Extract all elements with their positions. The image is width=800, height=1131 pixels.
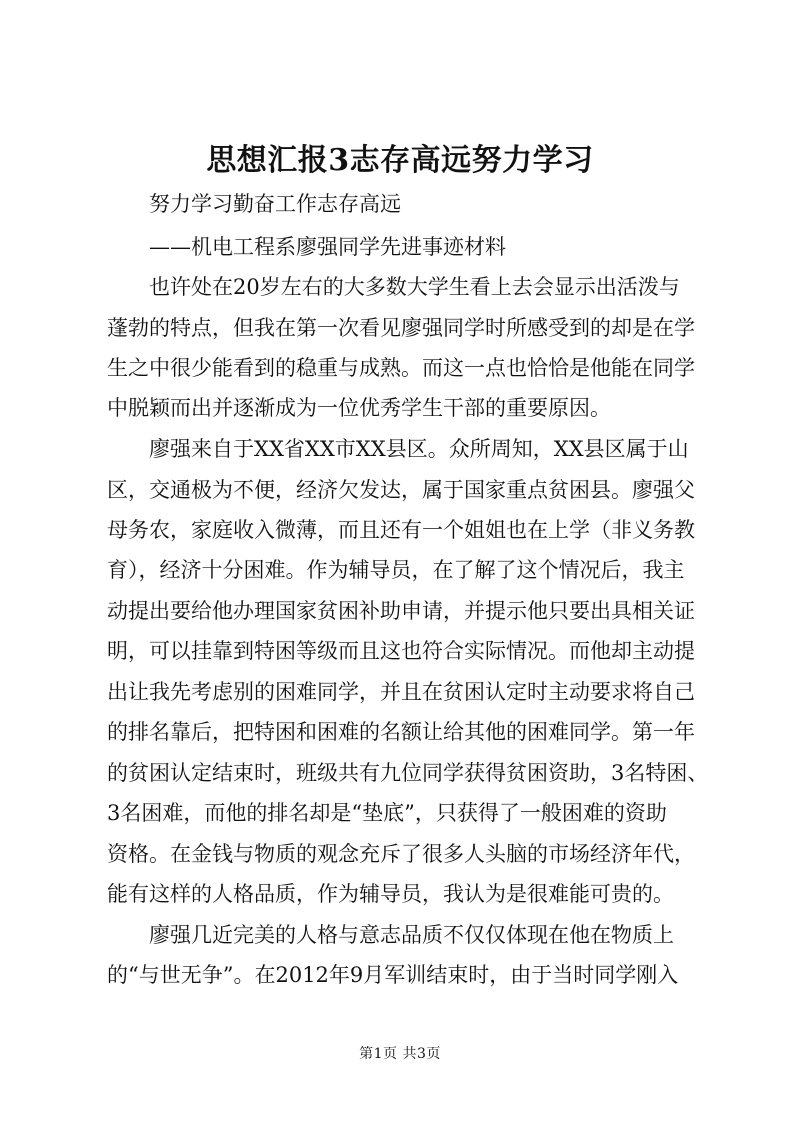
paragraph-1-line-3: 生之中很少能看到的稳重与成熟。而这一点也恰恰是他能在同学 bbox=[107, 356, 695, 380]
paragraph-1-line-2: 蓬勃的特点，但我在第一次看见廖强同学时所感受到的却是在学 bbox=[107, 316, 695, 340]
paragraph-2-line-11: 资格。在金钱与物质的观念充斥了很多人头脑的市场经济年代， bbox=[107, 842, 695, 866]
paragraph-2-line-8: 的排名靠后，把特困和困难的名额让给其他的困难同学。第一年 bbox=[107, 720, 695, 744]
paragraph-2-line-3: 母务农，家庭收入微薄，而且还有一个姐姐也在上学（非义务教 bbox=[107, 518, 695, 542]
paragraph-2-line-2: 区，交通极为不便，经济欠发达，属于国家重点贫困县。廖强父 bbox=[107, 478, 695, 502]
paragraph-3-line-1: 廖强几近完美的人格与意志品质不仅仅体现在他在物质上 bbox=[149, 923, 674, 947]
page-title: 思想汇报3志存高远努力学习 bbox=[206, 143, 594, 178]
paragraph-2-line-1: 廖强来自于XX省XX市XX县区。众所周知，XX县区属于山 bbox=[149, 437, 689, 461]
paragraph-3-line-2: 的“与世无争”。在2012年9月军训结束时，由于当时同学刚入 bbox=[107, 963, 679, 987]
paragraph-1-line-4: 中脱颖而出并逐渐成为一位优秀学生干部的重要原因。 bbox=[107, 396, 611, 420]
subtitle-line-1: 努力学习勤奋工作志存高远 bbox=[149, 192, 401, 216]
paragraph-2-line-6: 明，可以挂靠到特困等级而且这也符合实际情况。而他却主动提 bbox=[107, 639, 695, 663]
subtitle-line-2: ——机电工程系廖强同学先进事迹材料 bbox=[149, 235, 506, 259]
paragraph-2-line-7: 出让我先考虑别的困难同学，并且在贫困认定时主动要求将自己 bbox=[107, 680, 695, 704]
paragraph-2-line-12: 能有这样的人格品质，作为辅导员，我认为是很难能可贵的。 bbox=[107, 882, 674, 906]
paragraph-2-line-9: 的贫困认定结束时，班级共有九位同学获得贫困资助，3名特困、 bbox=[107, 761, 709, 785]
paragraph-2-line-4: 育），经济十分困难。作为辅导员，在了解了这个情况后，我主 bbox=[107, 558, 685, 582]
paragraph-2-line-5: 动提出要给他办理国家贫困补助申请，并提示他只要出具相关证 bbox=[107, 599, 695, 623]
paragraph-1-line-1: 也许处在20岁左右的大多数大学生看上去会显示出活泼与 bbox=[149, 275, 680, 299]
paragraph-2-line-10: 3名困难，而他的排名却是“垫底”，只获得了一般困难的资助 bbox=[107, 801, 667, 825]
page-number: 第1页 共3页 bbox=[359, 1046, 441, 1062]
